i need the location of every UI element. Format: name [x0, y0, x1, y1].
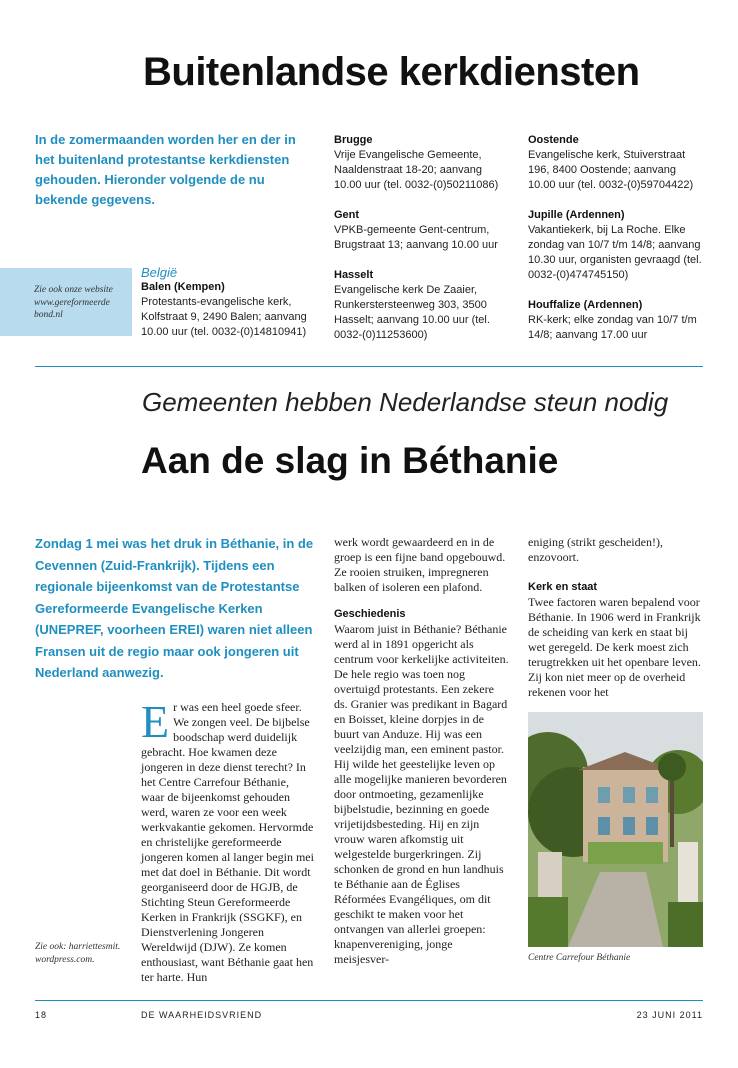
entry-text: Vrije Evangelische Gemeente, Naaldenstraat 18-20; aanvang 10.00 uur (tel. 0032-(0)50211086) [334, 149, 499, 191]
footer-divider [35, 1000, 703, 1001]
listing-entry [334, 268, 509, 343]
magazine-name: DE WAARHEIDSVRIEND [141, 1010, 263, 1020]
entry-city: Houffalize (Ardennen) [528, 299, 643, 311]
listing-entry [528, 133, 704, 193]
article-text: Waarom juist in Béthanie? Béthanie werd al in 1891 opgericht als centrum voor kerkelijke activiteiten. De hele regio was toen nog overtuigd protestants. Een zekere ds. Granier was predikant in Bagard en Boisset, kleine dorpjes in de buurt van Anduze. Hij was een veelzijdig man, een eminent pastor. Hij wilde het geestelijke leven op alle mogelijke manieren bevorderen door ontmoeting, gezamenlijke bijbelstudie, bezinning en goede vrijetijdsbesteding. Hij en zijn vrouw waren afkomstig uit welgestelde burgerkringen. Zij schonken de grond en hun landhuis te Béthanie aan de Églises Réformées Evangéliques, om dit geschikt te maken voor het ontvangen van allerlei groepen: knapenvereniging, jonge meisjesver- [334, 622, 509, 966]
entry-city: Balen (Kempen) [141, 281, 225, 293]
article-lead: Zondag 1 mei was het druk in Béthanie, in de Cevennen (Zuid-Frankrijk). Tijdens een regionale bijeenkomst van de Protestantse Gereformeerde Evangelische Kerken (UNEPREF, voorheen EREI) waren niet alleen Fransen uit de regio maar ook jongeren uit Nederland aanwezig. [35, 536, 314, 680]
article-column-3 [528, 535, 704, 700]
section-intro: In de zomermaanden worden her en der in het buitenland protestantse kerkdiensten gehouden. Hieronder volgende de nu bekende gegevens. [35, 132, 296, 207]
listing-entry [528, 208, 704, 283]
house-photo [528, 712, 703, 947]
entry-text: Vakantiekerk, bij La Roche. Elke zondag van 10/7 t/m 14/8; aanvang 10.30 uur, organisten gevraagd (tel. 0032-(0)474745150) [528, 224, 702, 281]
listing-column-2 [334, 133, 509, 358]
article-column-1 [141, 696, 315, 985]
article-subheading: Kerk en staat [528, 581, 598, 593]
side-note: Zie ook: harriettesmit. wordpress.com. [35, 942, 121, 965]
entry-text: VPKB-gemeente Gent-centrum, Brugstraat 13; aanvang 10.00 uur [334, 224, 498, 251]
drop-cap: E [141, 696, 170, 747]
entry-text: Protestants-evangelische kerk, Kolfstraat 9, 2490 Balen; aanvang 10.00 uur (tel. 0032-(0)14810941) [141, 296, 307, 338]
listing-entry [334, 133, 509, 193]
photo-caption: Centre Carrefour Béthanie [528, 953, 631, 963]
entry-city: Hasselt [334, 269, 374, 281]
entry-text: Evangelische kerk De Zaaier, Runkerstersteenweg 303, 3500 Hasselt; aanvang 10.00 uur (tel. 0032-(0)11253600) [334, 284, 490, 341]
listing-column-1 [141, 265, 311, 355]
entry-text: RK-kerk; elke zondag van 10/7 t/m 14/8; aanvang 17.00 uur [528, 314, 697, 341]
website-note: Zie ook onze website www.gereformeerde bond.nl [34, 285, 113, 320]
website-note-box [0, 268, 132, 336]
country-heading: België [141, 265, 178, 280]
entry-city: Gent [334, 209, 360, 221]
entry-city: Jupille (Ardennen) [528, 209, 625, 221]
article-text: Twee factoren waren bepalend voor Béthanie. In 1906 werd in Frankrijk de scheiding van kerk en staat bij wet geregeld. De kerk moest zich terugtrekken uit het openbare leven. Zij kon niet meer op de overheid rekenen voor het [528, 595, 701, 699]
article-text: werk wordt gewaardeerd en in de groep is een fijne band opgebouwd. Ze rooien struiken, impregneren balken of isoleren een plafond. [334, 535, 506, 594]
article-text: r was een heel goede sfeer. We zongen veel. De bijbelse boodschap werd duidelijk gebracht. Hoe kwamen deze jongeren in deze dienst terecht? In het Centre Carrefour Béthanie, waar de bijeenkomst gehouden werd, waren ze voor een week werkvakantie gekomen. Hervormde en christelijke gereformeerde jongeren komen al langer begin mei met dat doel in Béthanie. Dit wordt georganiseerd door de HGJB, de Stichting Steun Gereformeerde Kerken in Frankrijk (SSGKF), en Dienstverlening Jongeren Wereldwijd (DJW). Ze komen enthousiast, want Béthanie gaat hen ter harte. Hun [141, 700, 314, 984]
article-subtitle: Gemeenten hebben Nederlandse steun nodig [142, 387, 669, 417]
article-text: eniging (strikt gescheiden!), enzovoort. [528, 535, 663, 564]
article-column-2 [334, 535, 510, 967]
entry-city: Oostende [528, 134, 579, 146]
section-divider [35, 366, 703, 367]
page-number: 18 [35, 1010, 48, 1020]
listing-entry [141, 280, 311, 340]
issue-date: 23 JUNI 2011 [636, 1010, 703, 1020]
entry-city: Brugge [334, 134, 373, 146]
article-title: Aan de slag in Béthanie [141, 440, 559, 481]
listing-entry [334, 208, 509, 253]
entry-text: Evangelische kerk, Stuiverstraat 196, 8400 Oostende; aanvang 10.00 uur (tel. 0032-(0)59704422) [528, 149, 694, 191]
section-title: Buitenlandse kerkdiensten [143, 50, 640, 94]
article-subheading: Geschiedenis [334, 608, 406, 620]
listing-column-3 [528, 133, 704, 358]
listing-entry [528, 298, 704, 343]
